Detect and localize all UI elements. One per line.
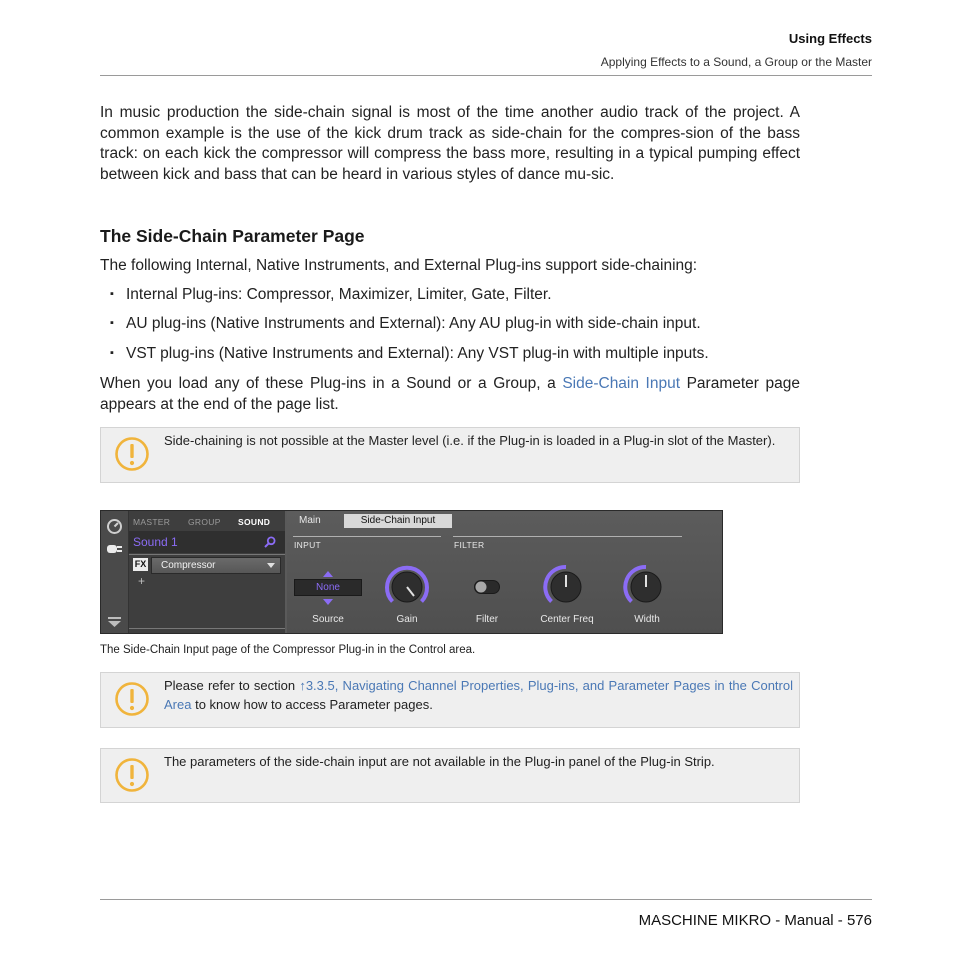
param-label: Center Freq bbox=[540, 614, 594, 625]
gauge-icon[interactable] bbox=[106, 518, 123, 535]
note-box bbox=[100, 672, 800, 728]
header-subtitle: Applying Effects to a Sound, a Group or the Master bbox=[600, 55, 872, 69]
chevron-down-icon[interactable] bbox=[267, 563, 275, 568]
note-text-prefix: Please refer to section bbox=[164, 678, 300, 693]
bullet-text: VST plug-ins (Native Instruments and External): Any VST plug-in with multiple inputs. bbox=[126, 345, 709, 362]
side-chain-input-link[interactable]: Side-Chain Input bbox=[562, 375, 681, 392]
load-text-before: When you load any of these Plug-ins in a Sound or a Group, a bbox=[100, 375, 563, 392]
sound-name: Sound 1 bbox=[133, 535, 178, 549]
center-freq-knob[interactable] bbox=[543, 564, 589, 610]
note-box bbox=[100, 427, 800, 483]
warning-icon bbox=[114, 681, 150, 717]
width-knob[interactable] bbox=[623, 564, 669, 610]
plugin-slot[interactable] bbox=[151, 557, 281, 574]
bullet-text: AU plug-ins (Native Instruments and External): Any AU plug-in with side-chain input. bbox=[126, 315, 701, 332]
bullet-item: ▪ Internal Plug-ins: Compressor, Maximizer, Limiter, Gate, Filter. bbox=[110, 286, 552, 303]
divider bbox=[129, 628, 285, 629]
section-heading: The Side-Chain Parameter Page bbox=[100, 226, 365, 246]
arrow-down-icon[interactable] bbox=[323, 599, 333, 605]
figure-caption: The Side-Chain Input page of the Compressor Plug-in in the Control area. bbox=[100, 644, 476, 656]
param-label: Source bbox=[312, 614, 344, 625]
tab-master[interactable]: MASTER bbox=[133, 517, 171, 527]
bullet-item: ▪ VST plug-ins (Native Instruments and External): Any VST plug-in with multiple inputs. bbox=[110, 345, 709, 362]
section-rule bbox=[453, 536, 682, 537]
fx-badge: FX bbox=[134, 559, 147, 569]
section-input: INPUT bbox=[294, 540, 321, 550]
page-footer: MASCHINE MIKRO - Manual - 576 bbox=[638, 912, 872, 929]
intro-paragraph: In music production the side-chain signal is most of the time another audio track of the project. A common example is the use of the kick drum track as side-chain for the compres-sion of the bass track: on each kick the compressor will compress the bass more, resulting in a typical pumping effect between kick and bass that can be heard in various styles of dance mu-sic. bbox=[100, 104, 800, 183]
load-text-after: Parameter page appears at the end of the page list. bbox=[100, 375, 800, 413]
section-filter: FILTER bbox=[454, 540, 485, 550]
plugin-name: Compressor bbox=[161, 560, 216, 571]
page-tab-main[interactable]: Main bbox=[299, 515, 321, 526]
note-text: Side-chaining is not possible at the Master level (i.e. if the Plug-in is loaded in a Plug-in slot of the Master). bbox=[164, 433, 776, 448]
channel-panel bbox=[129, 511, 285, 633]
param-label: Filter bbox=[475, 614, 499, 625]
left-icon-bar bbox=[101, 511, 129, 633]
tab-sound[interactable]: SOUND bbox=[238, 517, 271, 527]
support-paragraph: The following Internal, Native Instruments, and External Plug-ins support side-chaining: bbox=[100, 257, 698, 274]
load-paragraph bbox=[100, 374, 800, 415]
footer-rule bbox=[100, 899, 872, 900]
add-plugin-button[interactable]: + bbox=[138, 574, 146, 588]
source-selector[interactable]: None bbox=[294, 579, 362, 596]
divider bbox=[129, 554, 285, 555]
param-label: Gain bbox=[396, 614, 418, 625]
header-rule bbox=[100, 75, 872, 76]
parameter-panel bbox=[287, 511, 722, 633]
warning-icon bbox=[114, 436, 150, 472]
bullet-text: Internal Plug-ins: Compressor, Maximizer, Limiter, Gate, Filter. bbox=[126, 286, 552, 303]
section-reference-link[interactable]: ↑3.3.5, Navigating Channel Properties, Plug-ins, and Parameter Pages in the Control Area bbox=[164, 678, 793, 712]
section-rule bbox=[293, 536, 441, 537]
control-area-screenshot bbox=[100, 510, 723, 634]
search-icon[interactable] bbox=[264, 536, 276, 548]
sound-row[interactable] bbox=[129, 531, 285, 553]
tab-group[interactable]: GROUP bbox=[188, 517, 221, 527]
bullet-item: ▪ AU plug-ins (Native Instruments and External): Any AU plug-in with side-chain input. bbox=[110, 315, 701, 332]
filter-toggle[interactable] bbox=[474, 580, 500, 594]
collapse-icon[interactable] bbox=[107, 617, 122, 627]
plug-icon[interactable] bbox=[106, 542, 123, 556]
param-label: Width bbox=[634, 614, 660, 625]
note-text bbox=[164, 677, 793, 714]
warning-icon bbox=[114, 757, 150, 793]
arrow-up-icon[interactable] bbox=[323, 571, 333, 577]
note-text-suffix: to know how to access Parameter pages. bbox=[191, 696, 433, 712]
page-tab-side-chain-input[interactable]: Side-Chain Input bbox=[344, 514, 452, 528]
header-title: Using Effects bbox=[788, 31, 872, 46]
note-text: The parameters of the side-chain input are not available in the Plug-in panel of the Plug-in Strip. bbox=[164, 754, 715, 769]
note-box bbox=[100, 748, 800, 803]
gain-knob[interactable] bbox=[384, 564, 430, 610]
